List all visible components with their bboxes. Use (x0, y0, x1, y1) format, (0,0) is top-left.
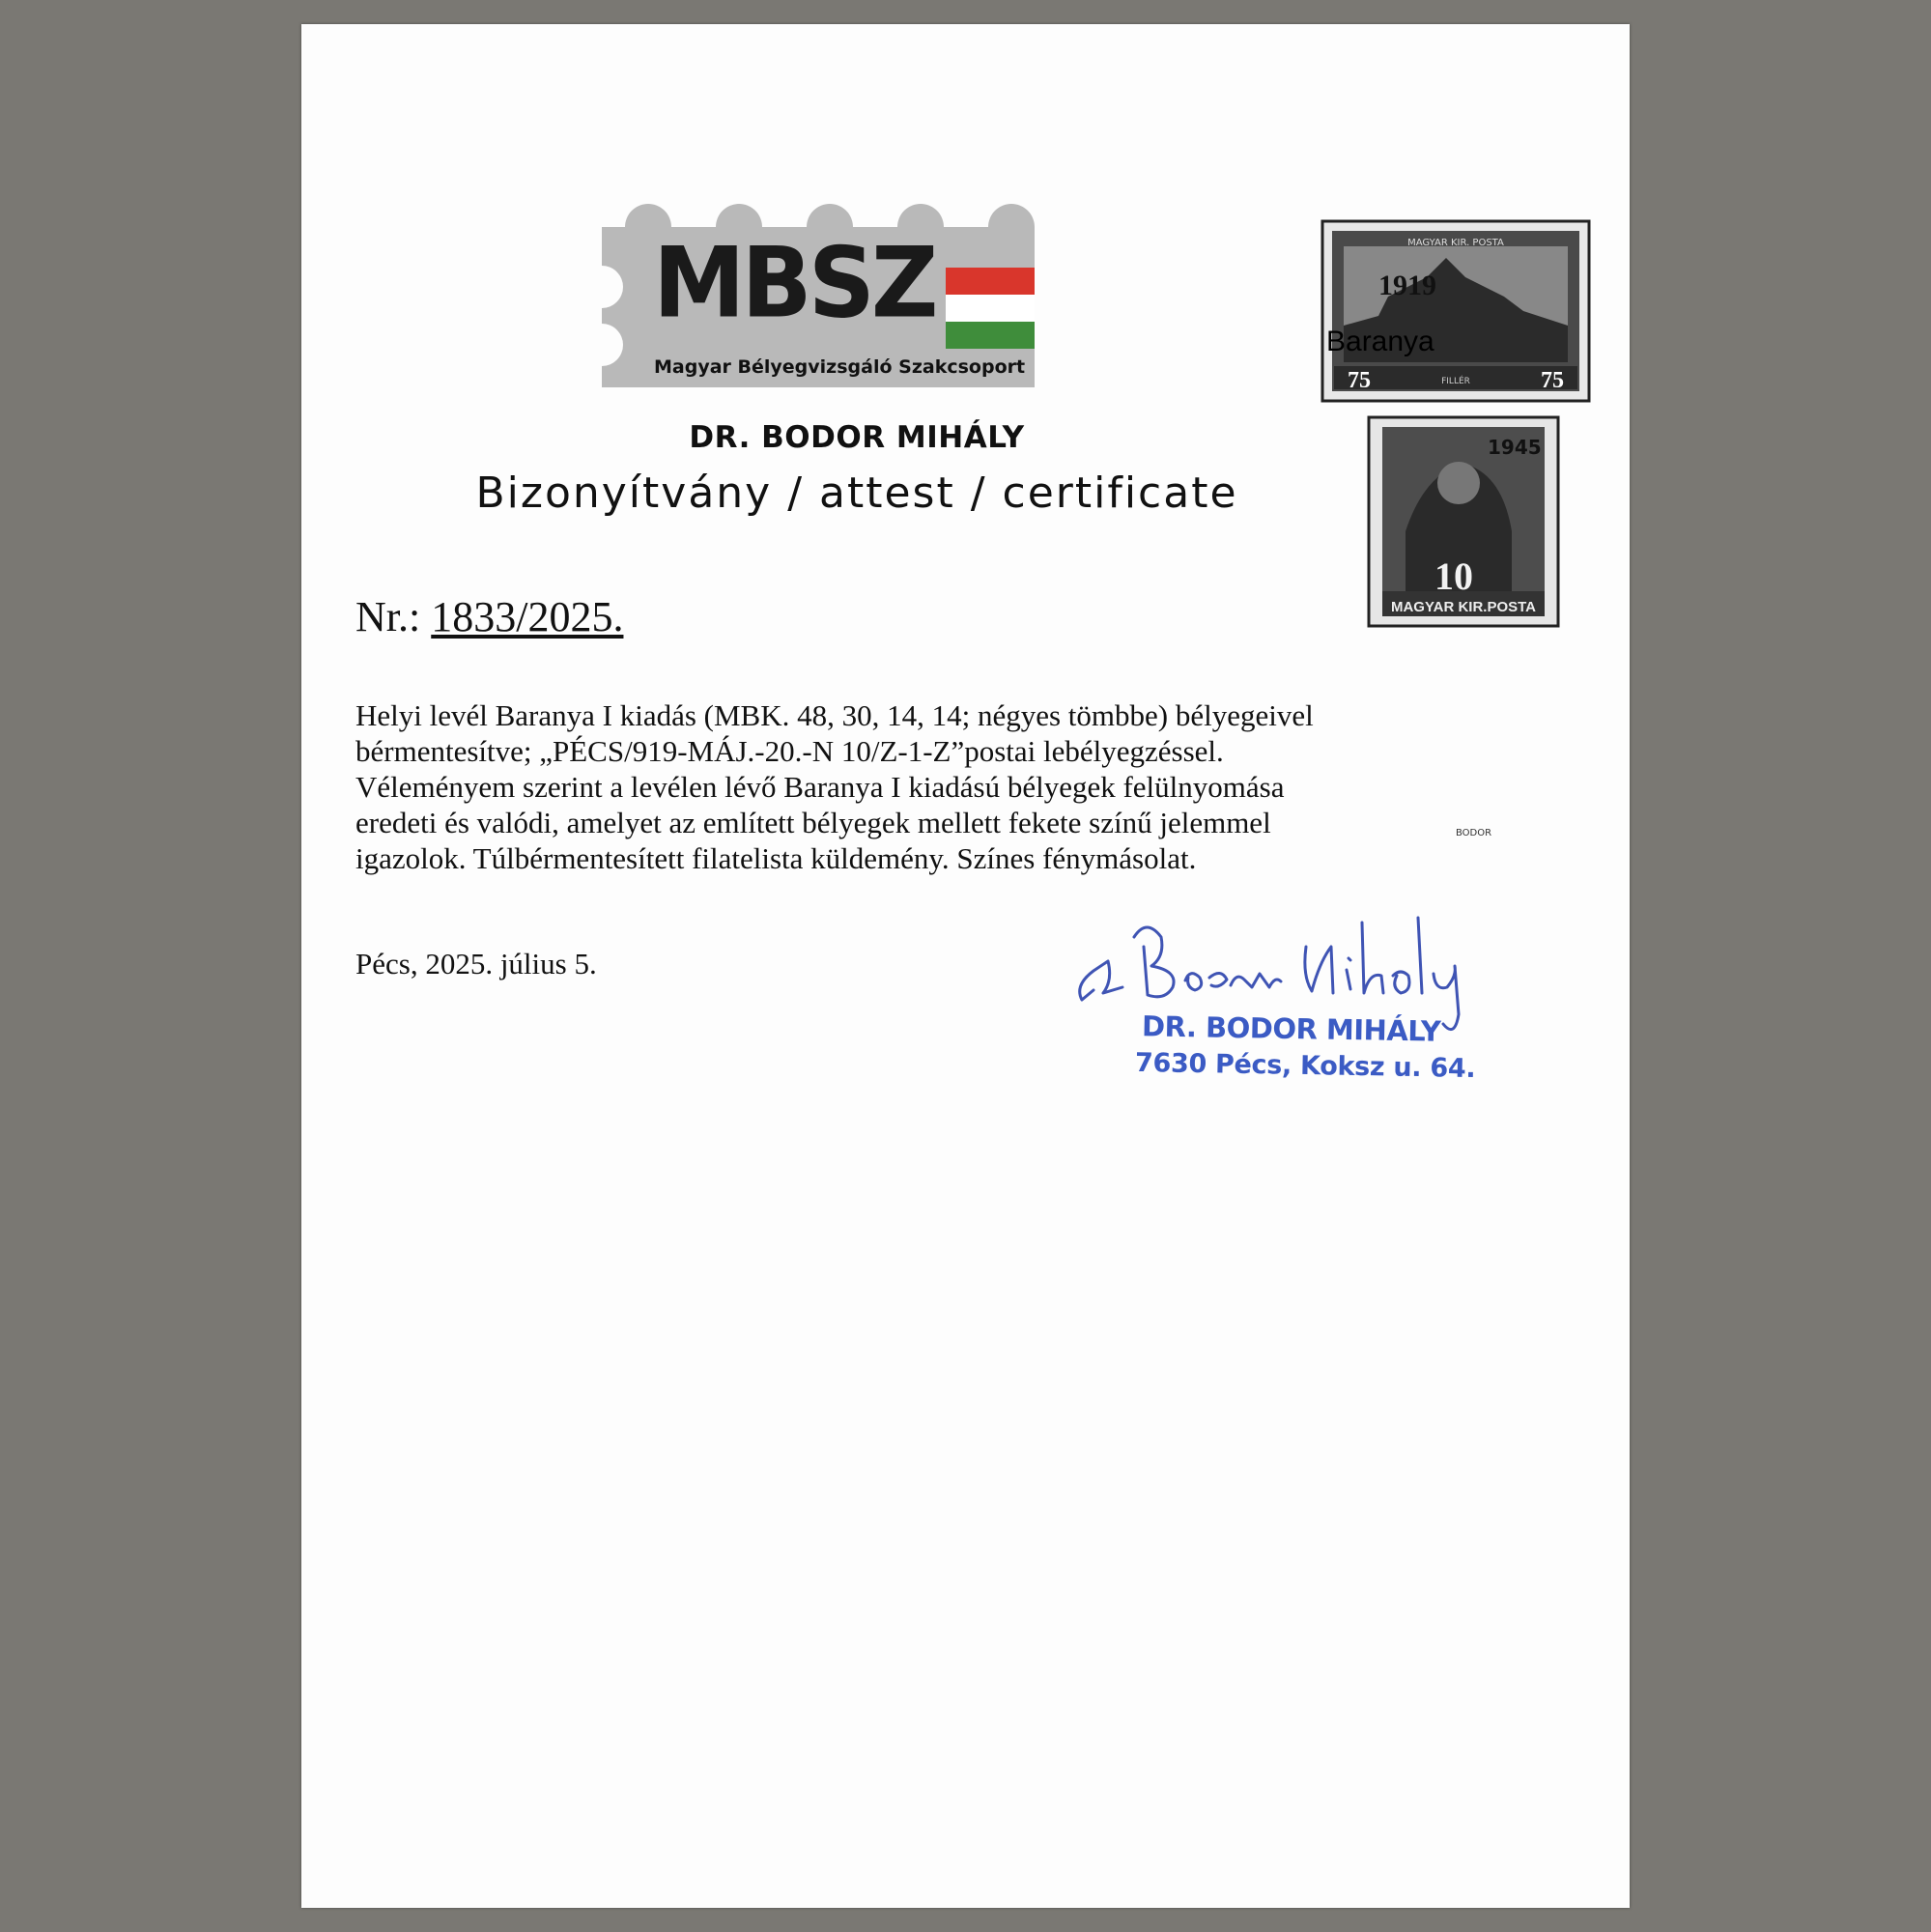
stamp1-top-text: MAGYAR KIR. POSTA (1407, 238, 1504, 248)
stamp-image-1 (1320, 219, 1591, 403)
stamp2-year: 1945 (1488, 436, 1542, 459)
body-line: eredeti és valódi, amelyet az említett bélyegek mellett fekete színű jelemmel (355, 806, 1271, 839)
body-line: Véleményem szerint a levélen lévő Baranya I kiadású bélyegek felülnyomása (355, 770, 1285, 804)
certificate-body (355, 697, 1495, 876)
nr-value: 1833/2025. (431, 593, 624, 640)
logo-subtitle: Magyar Bélyegvizsgáló Szakcsoport (654, 356, 1026, 378)
nr-label: Nr.: (355, 593, 421, 640)
stamp-image-2 (1367, 415, 1560, 628)
header-title: Bizonyítvány / attest / certificate (475, 469, 1238, 518)
stamp1-year: 1919 (1378, 270, 1436, 301)
stamp1-value-left: 75 (1348, 368, 1371, 393)
issue-date: Pécs, 2025. július 5. (355, 947, 597, 980)
body-line: bérmentesítve; „PÉCS/919-MÁJ.-20.-N 10/Z-1-Z”postai lebélyegzéssel. (355, 734, 1224, 768)
body-line: igazolok. Túlbérmentesített filatelista küldemény. Színes fénymásolat. (355, 841, 1197, 875)
stamp1-small-text: FILLÉR (1441, 377, 1470, 386)
stamp1-overprint: Baranya (1326, 326, 1434, 357)
body-line: Helyi levél Baranya I kiadás (MBK. 48, 30, 14, 14; négyes tömbbe) bélyegeivel (355, 698, 1314, 732)
expert-mark: BODOR (1456, 828, 1492, 838)
certificate-sheet (301, 24, 1630, 1908)
stamp2-value: 10 (1434, 554, 1473, 598)
logo-mbsz-text: MBSZ (653, 226, 935, 340)
header-name: DR. BODOR MIHÁLY (689, 420, 1025, 455)
certificate-number (355, 592, 623, 641)
mbsz-logo (602, 190, 1036, 387)
stamp1-value-right: 75 (1541, 368, 1564, 393)
stamp2-bottom-text: MAGYAR KIR.POSTA (1390, 599, 1537, 615)
stamp-name: DR. BODOR MIHÁLY (1141, 1009, 1441, 1048)
stamp-address: 7630 Pécs, Koksz u. 64. (1134, 1047, 1476, 1085)
